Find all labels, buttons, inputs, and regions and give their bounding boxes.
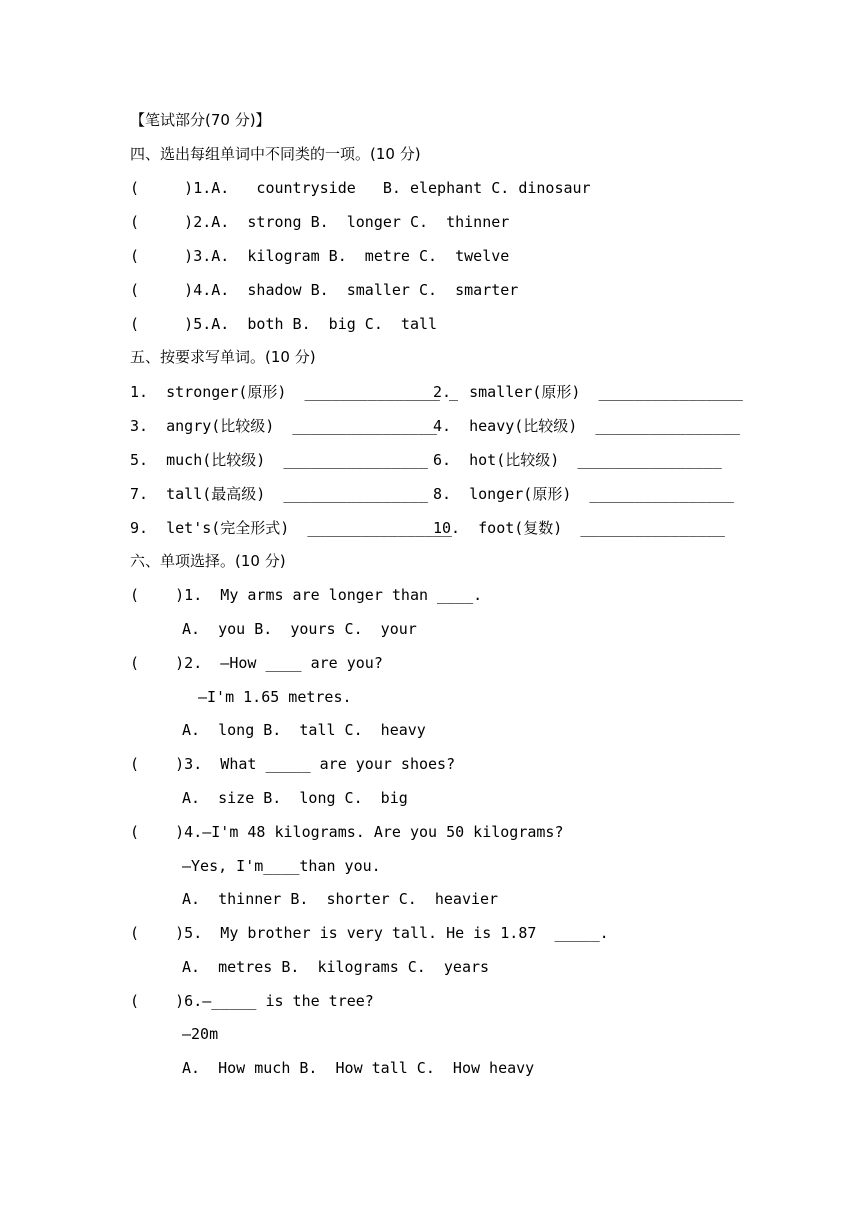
s6-question-2: ( )2. —How ____ are you? [130, 654, 383, 672]
s6-question-3-options: A. size B. long C. big [182, 789, 408, 807]
s6-question-4-options: A. thinner B. shorter C. heavier [182, 890, 499, 908]
section-6-title: 六、单项选择。(10 分) [130, 552, 286, 570]
s5-item-9: 9. let's(完全形式) ________________ [130, 519, 452, 537]
s5-item-7: 7. tall(最高级) ________________ [130, 485, 428, 503]
s6-question-6-options: A. How much B. How tall C. How heavy [182, 1059, 535, 1077]
s6-question-1: ( )1. My arms are longer than ____. [130, 586, 483, 604]
s4-question-2: ( )2.A. strong B. longer C. thinner [130, 213, 510, 231]
s5-item-2: 2. smaller(原形) ________________ [433, 383, 743, 401]
s4-question-4: ( )4.A. shadow B. smaller C. smarter [130, 281, 519, 299]
s6-question-4-reply: —Yes, I'm____than you. [182, 857, 381, 875]
s4-question-1: ( )1.A. countryside B. elephant C. dinosaur [130, 179, 591, 197]
written-part-header: 【笔试部分(70 分)】 [130, 111, 271, 129]
s6-question-3: ( )3. What _____ are your shoes? [130, 755, 456, 773]
s6-question-4: ( )4.—I'm 48 kilograms. Are you 50 kilograms? [130, 823, 564, 841]
s6-question-6-reply: —20m [182, 1025, 219, 1043]
s5-item-8: 8. longer(原形) ________________ [433, 485, 734, 503]
s5-item-4: 4. heavy(比较级) ________________ [433, 417, 740, 435]
section-5-title: 五、按要求写单词。(10 分) [130, 348, 316, 366]
s6-question-6: ( )6.—_____ is the tree? [130, 992, 374, 1010]
s6-question-2-reply: —I'm 1.65 metres. [198, 688, 352, 706]
s6-question-5-options: A. metres B. kilograms C. years [182, 958, 490, 976]
s5-item-6: 6. hot(比较级) ________________ [433, 451, 722, 469]
s6-question-1-options: A. you B. yours C. your [182, 620, 417, 638]
s5-item-1: 1. stronger(原形) _______________ _ [130, 383, 459, 401]
s5-item-5: 5. much(比较级) ________________ [130, 451, 428, 469]
s6-question-5: ( )5. My brother is very tall. He is 1.87 _____. [130, 924, 609, 942]
s5-item-3: 3. angry(比较级) ________________ [130, 417, 437, 435]
s4-question-5: ( )5.A. both B. big C. tall [130, 315, 438, 333]
section-4-title: 四、选出每组单词中不同类的一项。(10 分) [130, 145, 421, 163]
s5-item-10: 10. foot(复数) ________________ [433, 519, 725, 537]
s4-question-3: ( )3.A. kilogram B. metre C. twelve [130, 247, 510, 265]
s6-question-2-options: A. long B. tall C. heavy [182, 721, 426, 739]
